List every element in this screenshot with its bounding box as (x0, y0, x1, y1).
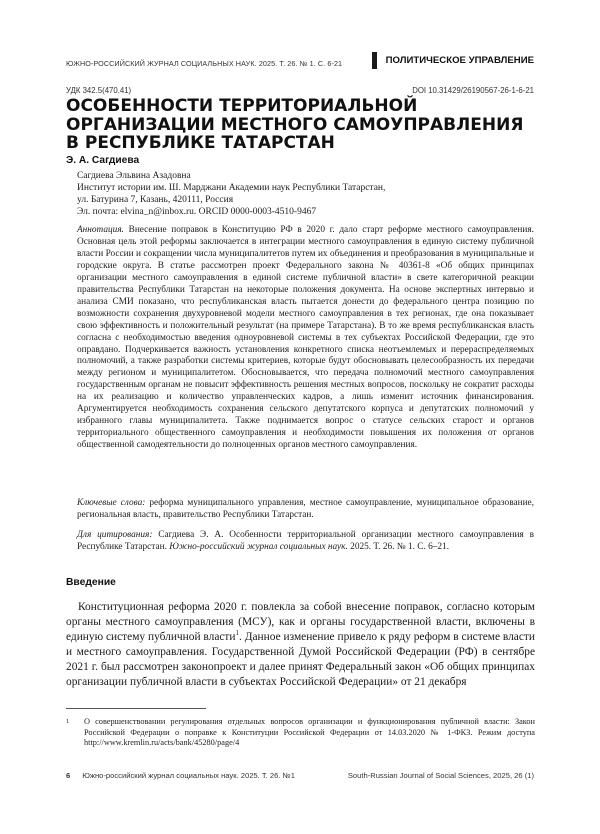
keywords-label: Ключевые слова: (77, 498, 146, 508)
footnote-divider (66, 708, 206, 709)
page-number: 6 (66, 771, 71, 780)
citation-details: 2025. Т. 26. № 1. С. 6–21. (347, 541, 450, 552)
author-full-name: Сагдиева Эльвина Азадовна (77, 171, 191, 181)
citation-journal: Южно-российский журнал социальных наук. (169, 541, 348, 552)
section-header (372, 52, 534, 69)
article-title: ОСОБЕННОСТИ ТЕРРИТОРИАЛЬНОЙ ОРГАНИЗАЦИИ МЕСТНОГО САМОУПРАВЛЕНИЯ В РЕСПУБЛИКЕ ТАТАРСТАН (66, 96, 524, 154)
footer-journal-en: South-Russian Journal of Social Sciences, 2025, 26 (1) (347, 771, 534, 780)
doi[interactable]: DOI 10.31429/26190567-26-1-6-21 (412, 86, 534, 95)
footer-journal-ru: Южно-российский журнал социальных наук. 2025. Т. 26. №1 (82, 771, 295, 780)
citation-label: Для цитирования: (77, 530, 153, 540)
annotation-text: Внесение поправок в Конституцию РФ в 2020 г. дало старт реформе местного самоуправления. Основная цель этой реформы заключается в интеграции местного самоуправления в единую систему публичной власти России и сокращении числа муниципалитетов путем их объединения и преобразования в муниципальные и городские округа. В статье рассмотрен проект Федерального закона № 40361-8 «Об общих принципах организации местного самоуправления в единой системе публичной власти» в свете категоричной реакции правительства Республики Татарстан на некоторые положения документа. На основе экспертных интервью и анализа СМИ показано, что республиканская власть пытается донести до федерального центра позицию по возможности сохранения двухуровневой модели местного самоуправления в тех регионах, где она показывает свою эффективность и положительный результат (на примере Татарстана). В то же время республиканская власть согласна с необходимостью введения одноуровневой системы в тех субъектах Российской Федерации, где это оправдано. Подчеркивается важность установления конкретного списка неотъемлемых и перераспределяемых полномочий, а также разработки системы критериев, которые будут обосновывать целесообразность их передачи между регионом и муниципалитетом. Обосновывается, что передача полномочий местного самоуправления государственным органам не повысит эффективность решения местных вопросов, поскольку не сократит расходы на их реализацию и количество управленческих кадров, а лишь изменит источник финансирования. Аргументируется необходимость сохранения сельского депутатского корпуса и депутатских полномочий у избранного главы муниципалитета. Также поднимается вопрос о статусе сельских старост и органов территориального общественного самоуправления и необходимости повышения их положения от органов общественной самодеятельности до полноценных органов местного самоуправления. (77, 225, 534, 451)
section-marker-bar (372, 52, 377, 69)
udk-code: УДК 342.5(470.41) (66, 86, 132, 95)
author-name: Э. А. Сагдиева (66, 155, 140, 166)
running-header: ЮЖНО-РОССИЙСКИЙ ЖУРНАЛ СОЦИАЛЬНЫХ НАУК. 2025. Т. 26. № 1. С. 6-21 (66, 59, 343, 68)
footnote (66, 717, 535, 749)
footnote-text: О совершенствовании регулирования отдельных вопросов организации и функционирования публичной власти: Закон Российской Федерации о поправке к Конституции Российской Федерации от 14.03.2020 № 1-ФКЗ. Режим доступа http://www.kremlin.ru/acts/bank/45280/page/4 (84, 717, 535, 748)
email-link[interactable]: elvina_n@inbox.ru (120, 206, 194, 217)
intro-text-part2: . Данное изменение привело к ряду реформ в системе власти и местного самоуправления. Государственной Думой Российской Федерации (РФ) в сентябре 2021 г. был рассмотрен законопроект и далее принят Федеральный закон «Об общих принципах организации публичной власти в субъектах Российской Федерации» от 21 декабря (66, 631, 535, 689)
author-affiliation (77, 171, 537, 219)
contact-line (77, 207, 537, 219)
footnote-number: 1 (66, 718, 70, 725)
intro-text-part1: Конституционная реформа 2020 г. повлекла за собой внесение поправок, согласно которым органы местного самоуправления (МСУ), как и органы государственной власти, включены в единую систему публичной власти (66, 601, 535, 644)
section-heading-introduction: Введение (66, 577, 116, 588)
footnote-reference[interactable]: 1 (235, 629, 240, 638)
email-label: Эл. почта: (77, 206, 121, 217)
keywords (77, 498, 534, 522)
institute-address: ул. Батурина 7, Казань, 420111, Россия (77, 194, 234, 205)
annotation-label: Аннотация. (77, 225, 124, 235)
citation (77, 530, 534, 554)
orcid: . ORCID 0000-0003-4510-9467 (193, 206, 317, 217)
page-footer-left (66, 771, 295, 780)
keywords-text: реформа муниципального управления, местное самоуправление, муниципальное образование, региональная власть, правительство Республики Татарстан. (77, 498, 534, 520)
citation-text: Сагдиева Э. А. Особенности территориальной организации местного самоуправления в Республике Татарстан. (77, 530, 535, 552)
section-label: ПОЛИТИЧЕСКОЕ УПРАВЛЕНИЕ (385, 55, 534, 66)
annotation (77, 225, 534, 452)
institute-name: Институт истории им. Ш. Марджани Академии наук Республики Татарстан, (77, 182, 386, 193)
introduction-paragraph (66, 600, 535, 691)
